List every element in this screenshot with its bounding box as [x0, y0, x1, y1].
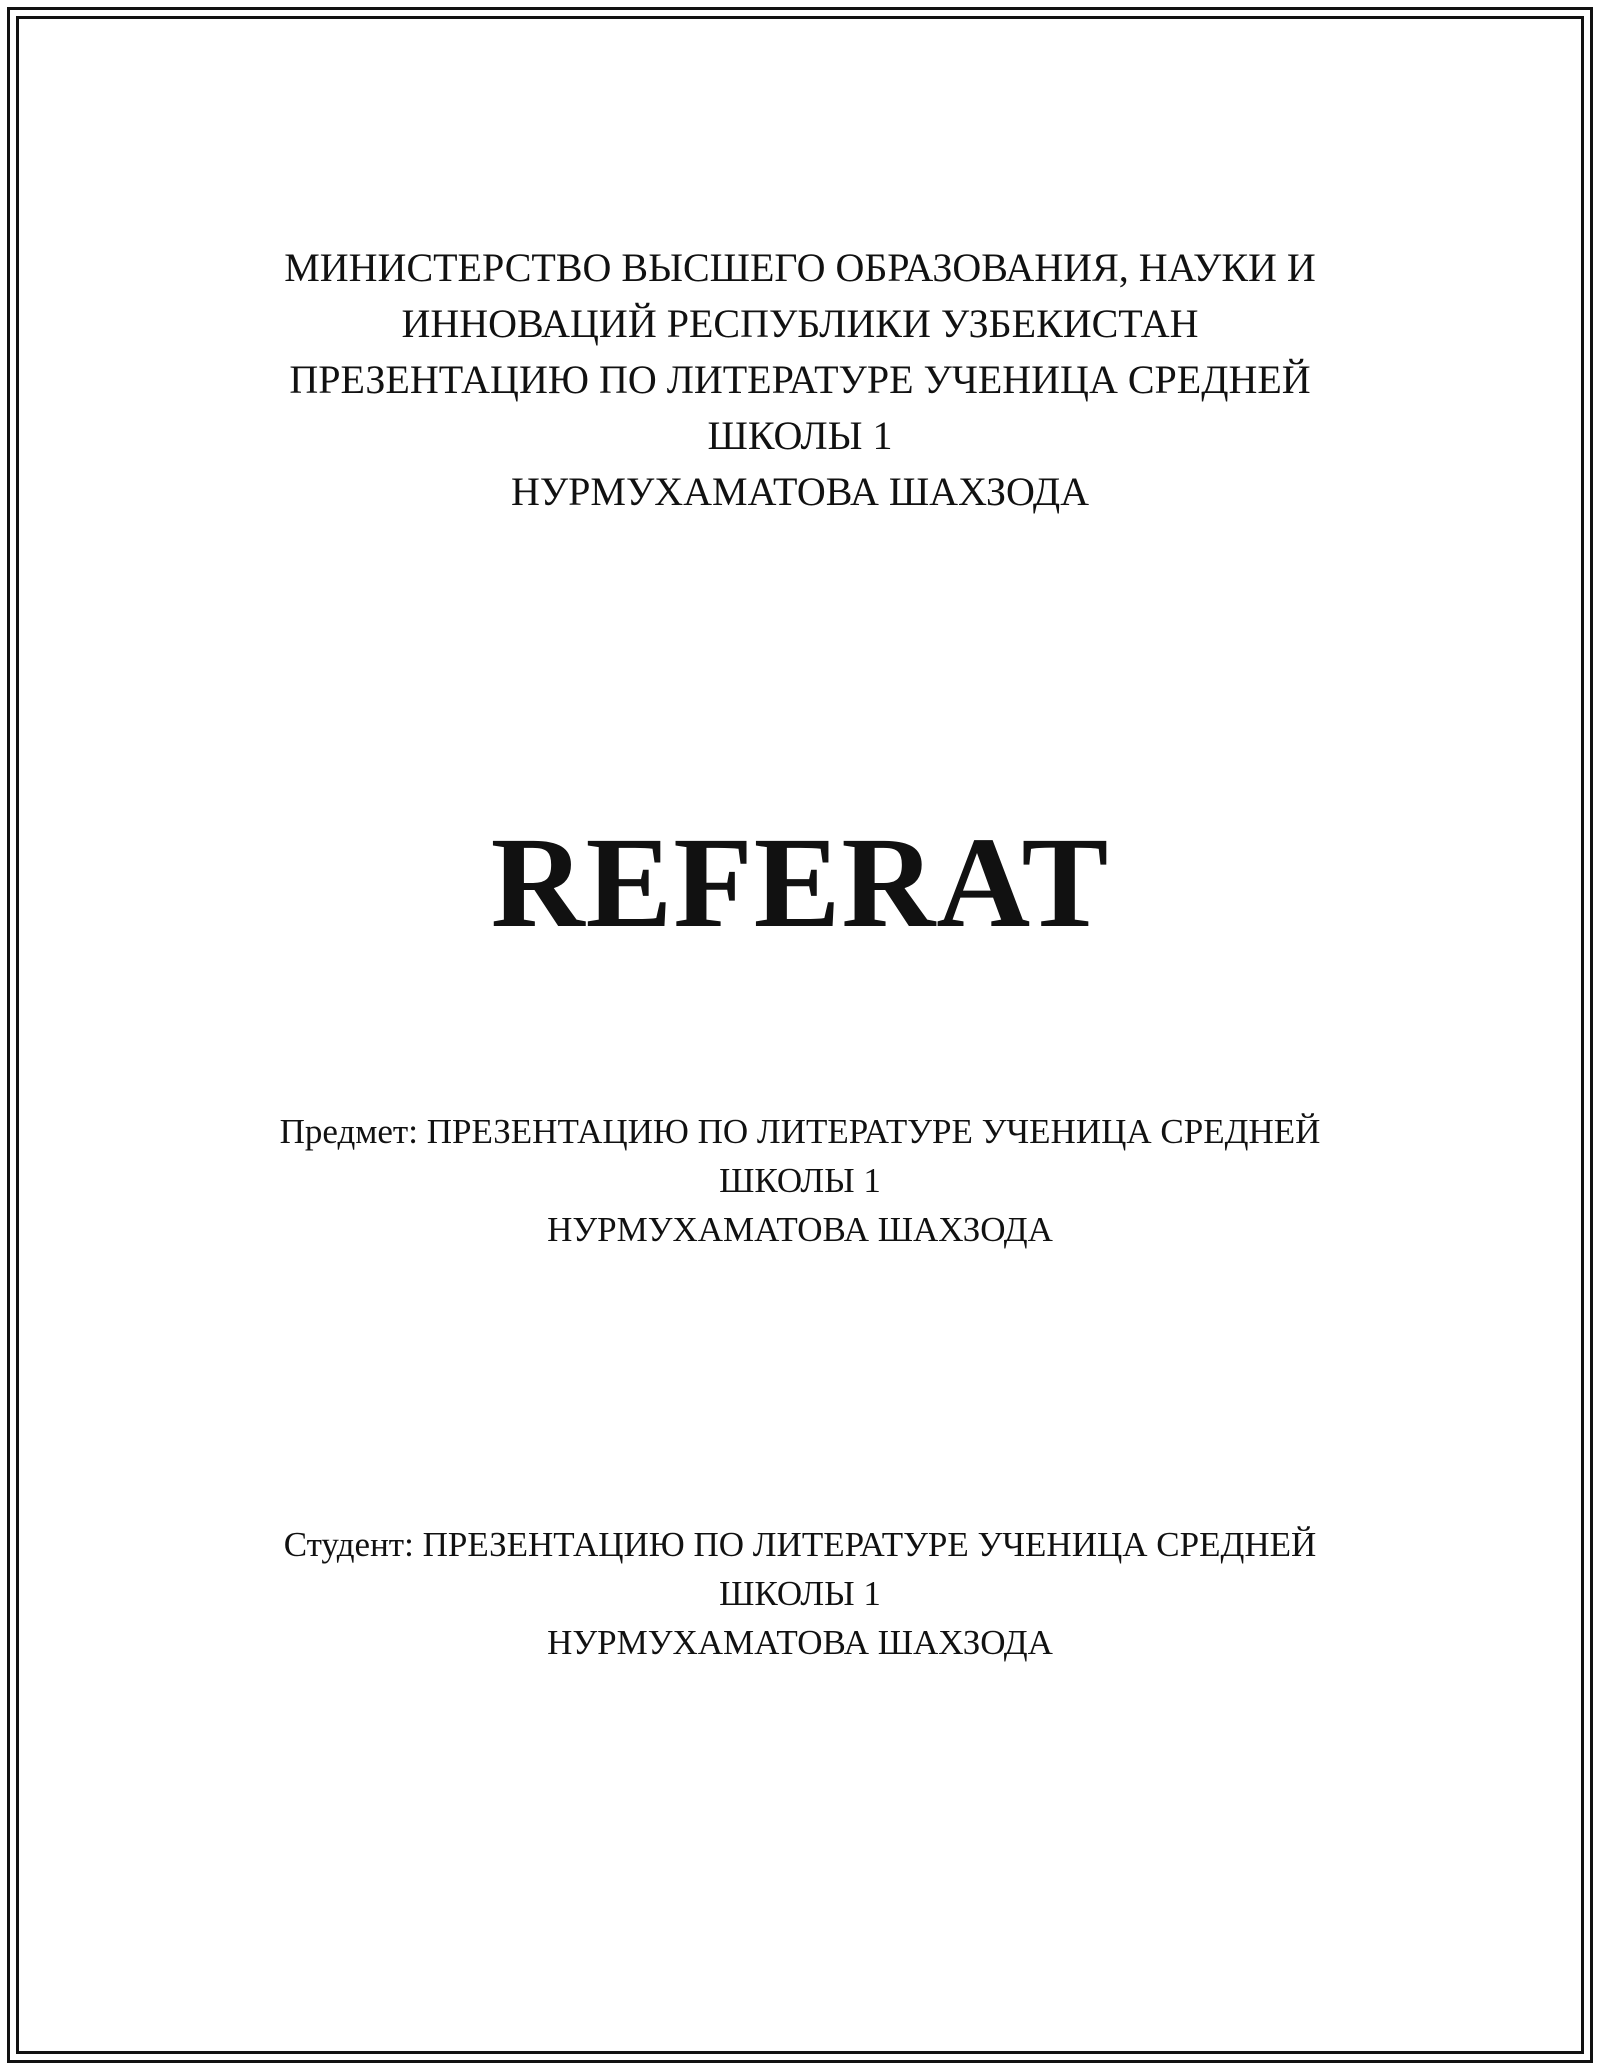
subject-line-topic: Предмет: ПРЕЗЕНТАЦИЮ ПО ЛИТЕРАТУРЕ УЧЕНИЦА СРЕДНЕЙ: [279, 1112, 1321, 1151]
student-line-author: НУРМУХАМАТОВА ШАХЗОДА: [547, 1623, 1053, 1662]
subject-line-author: НУРМУХАМАТОВА ШАХЗОДА: [547, 1210, 1053, 1249]
header-line-school: ШКОЛЫ 1: [707, 413, 893, 458]
subject-line-school: ШКОЛЫ 1: [719, 1161, 881, 1200]
header-line-ministry: МИНИСТЕРСТВО ВЫСШЕГО ОБРАЗОВАНИЯ, НАУКИ И: [284, 245, 1316, 290]
student-line-topic: Студент: ПРЕЗЕНТАЦИЮ ПО ЛИТЕРАТУРЕ УЧЕНИЦА СРЕДНЕЙ: [283, 1525, 1317, 1564]
subject-block: [0, 1107, 1600, 1254]
institution-header: [0, 240, 1600, 520]
header-line-author: НУРМУХАМАТОВА ШАХЗОДА: [510, 469, 1090, 514]
student-line-school: ШКОЛЫ 1: [719, 1574, 881, 1613]
header-line-republic: ИННОВАЦИЙ РЕСПУБЛИКИ УЗБЕКИСТАН: [401, 301, 1199, 346]
student-block: [0, 1520, 1600, 1667]
header-line-topic: ПРЕЗЕНТАЦИЮ ПО ЛИТЕРАТУРЕ УЧЕНИЦА СРЕДНЕЙ: [289, 357, 1311, 402]
document-title: REFERAT: [490, 811, 1110, 955]
